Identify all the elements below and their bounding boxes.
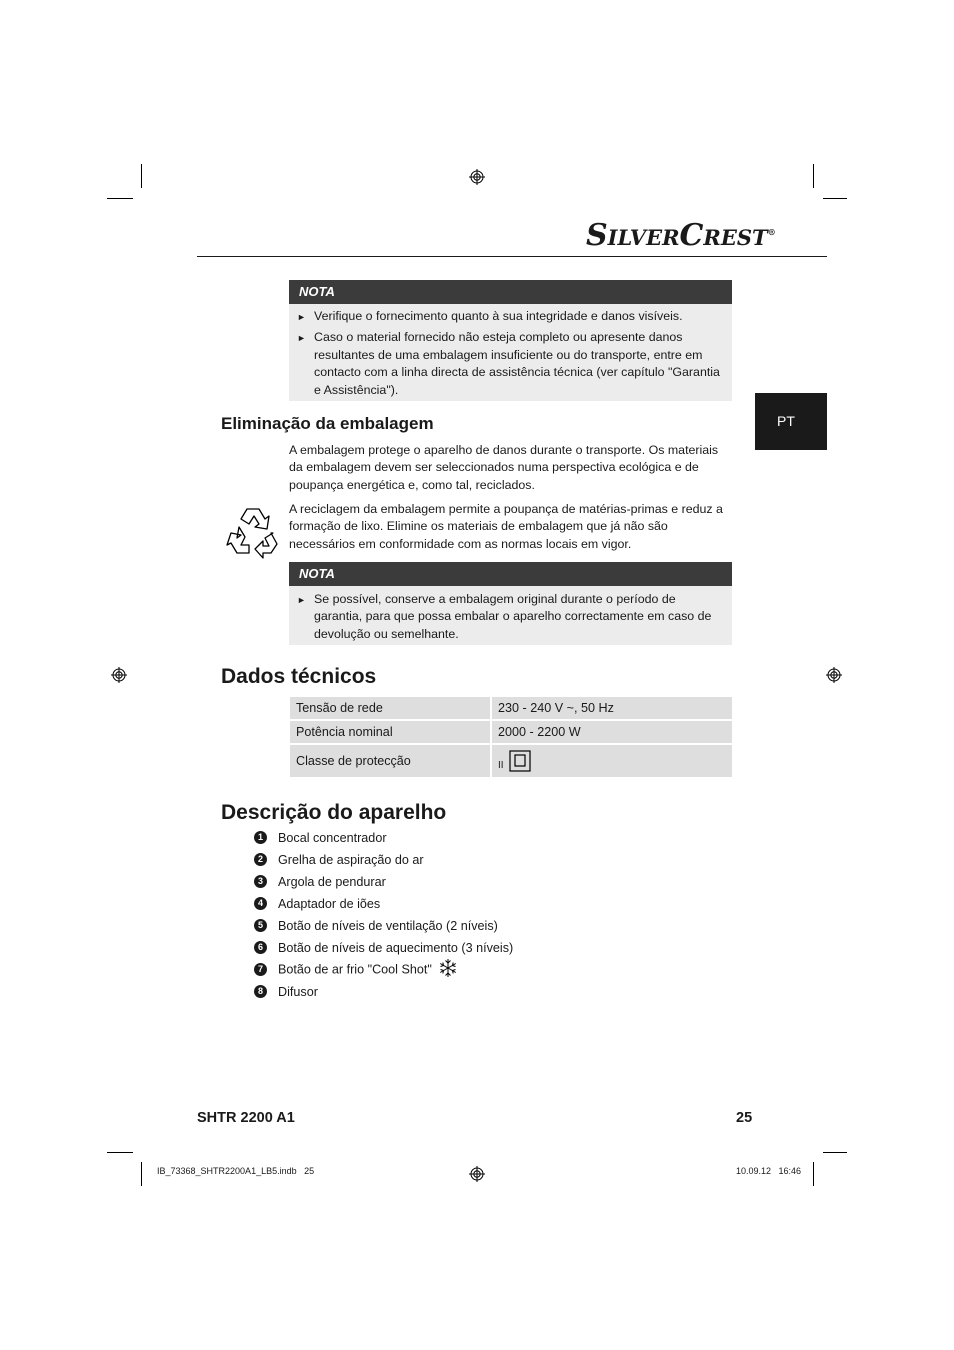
table-row [290, 721, 732, 745]
registration-mark-icon [111, 667, 127, 683]
table-row [290, 697, 732, 721]
arrow-right-icon: ► [297, 312, 306, 322]
crop-mark [107, 198, 133, 199]
crop-mark [107, 1152, 133, 1153]
double-insulation-icon [509, 750, 531, 772]
number-badge: 7 [254, 963, 267, 976]
number-badge: 6 [254, 941, 267, 954]
list-item: 5 Botão de níveis de ventilação (2 níveis) [254, 917, 498, 935]
language-tab: PT [755, 393, 827, 450]
arrow-right-icon: ► [297, 333, 306, 344]
note-heading: NOTA [289, 280, 732, 304]
number-badge: 4 [254, 897, 267, 910]
table-cell [492, 745, 732, 779]
list-item: 2 Grelha de aspiração do ar [254, 851, 424, 869]
list-item: 7 Botão de ar frio "Cool Shot" [254, 960, 458, 978]
crop-mark [813, 1162, 814, 1186]
registration-mark-icon [826, 667, 842, 683]
table-row [290, 745, 732, 779]
list-item: 1 Bocal concentrador [254, 829, 387, 847]
technical-data-table [290, 697, 732, 779]
table-cell: 2000 - 2200 W [492, 721, 732, 745]
table-cell: Tensão de rede [290, 697, 492, 721]
number-badge: 1 [254, 831, 267, 844]
number-badge: 8 [254, 985, 267, 998]
number-badge: 5 [254, 919, 267, 932]
number-badge: 2 [254, 853, 267, 866]
file-slug: IB_73368_SHTR2200A1_LB5.indb 25 [157, 1166, 315, 1176]
registration-mark-icon [469, 1166, 485, 1182]
recycle-icon [225, 503, 285, 559]
list-item: 8 Difusor [254, 983, 318, 1001]
list-item: 3 Argola de pendurar [254, 873, 386, 891]
crop-mark [141, 164, 142, 188]
protection-class-label: II [498, 760, 504, 772]
note-box [289, 280, 732, 401]
table-cell: Potência nominal [290, 721, 492, 745]
print-datetime: 10.09.12 16:46 [736, 1166, 802, 1176]
number-badge: 3 [254, 875, 267, 888]
page-number: 25 [736, 1110, 753, 1126]
crop-mark [823, 198, 847, 199]
snowflake-icon [438, 958, 458, 978]
crop-mark [823, 1152, 847, 1153]
section-heading: Descrição do aparelho [221, 801, 447, 824]
section-heading: Dados técnicos [221, 665, 377, 688]
header-rule [197, 256, 827, 257]
note-box [289, 562, 732, 645]
brand-logo: SILVERCREST® [586, 218, 776, 253]
registration-mark-icon [469, 169, 485, 185]
note-item: ► Verifique o fornecimento quanto à sua integridade e danos visíveis. [297, 308, 722, 325]
list-item: 4 Adaptador de iões [254, 895, 380, 913]
note-item: ► Se possível, conserve a embalagem original durante o período de garantia, para que possa embalar o aparelho correctamente em caso de devolução ou semelhante. [297, 592, 712, 641]
crop-mark [813, 164, 814, 188]
list-item: 6 Botão de níveis de aquecimento (3 níveis) [254, 939, 513, 957]
paragraph: A embalagem protege o aparelho de danos durante o transporte. Os materiais da embalagem devem ser seleccionados numa perspectiva ecológica e de poupança energética e, como tal, reciclados. [289, 443, 719, 492]
section-heading: Eliminação da embalagem [221, 414, 434, 433]
note-heading: NOTA [289, 562, 732, 586]
arrow-right-icon: ► [297, 595, 306, 605]
crop-mark [141, 1162, 142, 1186]
note-item: ► Caso o material fornecido não esteja completo ou apresente danos resultantes de uma embalagem insuficiente ou do transporte, entre em contacto com a linha directa de assistência técnica (ver capítulo "Garantia e Assistência"). [297, 330, 720, 397]
paragraph: A reciclagem da embalagem permite a poupança de matérias-primas e reduz a formação de lixo. Elimine os materiais de embalagem que já não são necessários em conformidade com as normas locais em vigor. [289, 502, 723, 551]
table-cell: 230 - 240 V ~, 50 Hz [492, 697, 732, 721]
model-number: SHTR 2200 A1 [197, 1110, 295, 1126]
table-cell: Classe de protecção [290, 745, 492, 779]
